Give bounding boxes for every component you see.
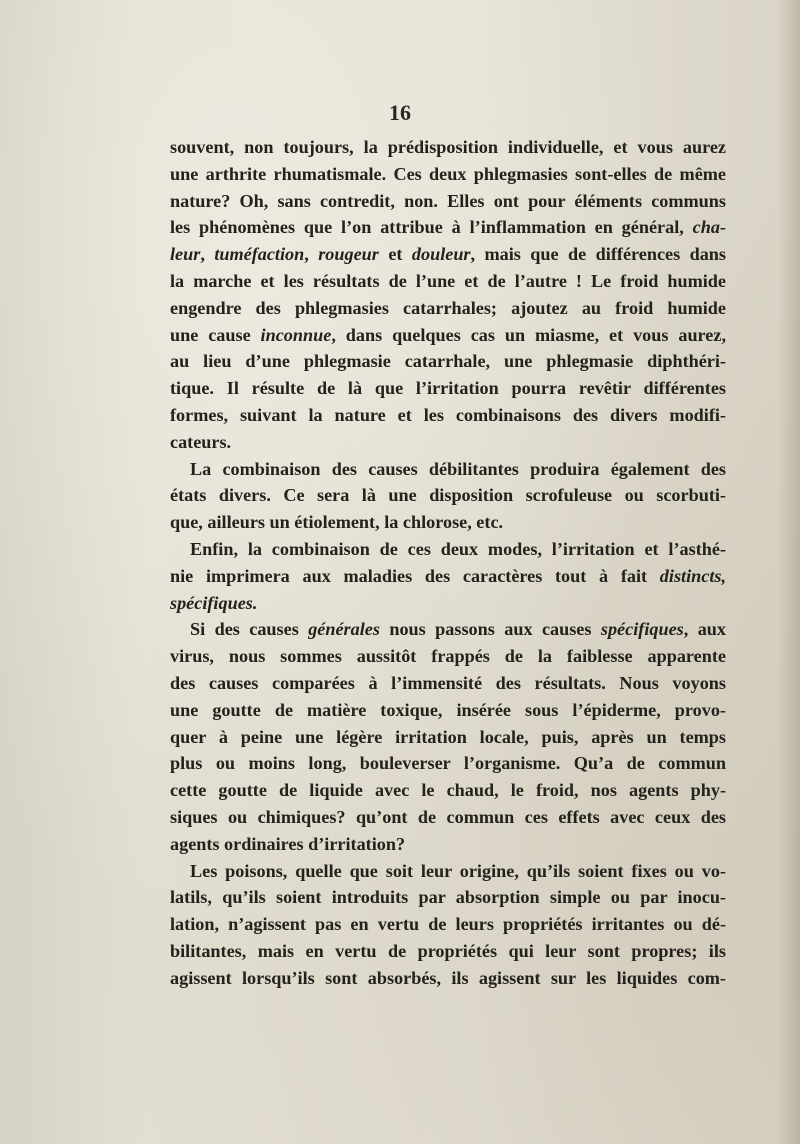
text-segment: cateurs. [170, 431, 232, 452]
text-line [170, 429, 726, 456]
text-line [170, 616, 726, 643]
text-line [170, 214, 726, 241]
text-segment: , aux [683, 619, 726, 640]
text-line [170, 482, 726, 509]
text-segment: au lieu d’une phlegmasie catarrhale, une phlegmasie diphthéri- [170, 351, 726, 372]
text-segment: souvent, non toujours, la prédisposition individuelle, et vous aurez [170, 137, 726, 157]
text-line [170, 724, 726, 751]
text-line [170, 322, 726, 349]
text-line [170, 134, 726, 161]
text-segment: nous passons aux causes [379, 619, 601, 640]
text-line [170, 402, 726, 429]
text-segment: des causes comparées à l’immensité des résultats. Nous voyons [170, 672, 726, 693]
text-line [170, 804, 726, 831]
text-segment: les phénomènes que l’on attribue à l’inflammation en général, [170, 217, 693, 238]
text-line [170, 456, 726, 483]
italic-text: inconnue [260, 324, 332, 345]
text-segment: bilitantes, mais en vertu de propriétés qui leur sont propres; ils [170, 940, 726, 961]
page-edge-shadow [778, 0, 800, 1144]
text-line [170, 750, 726, 777]
text-line [170, 643, 726, 670]
text-line [170, 697, 726, 724]
text-segment: La combinaison des causes débilitantes produira également des [190, 458, 726, 479]
text-line [170, 831, 726, 858]
text-line [170, 884, 726, 911]
text-segment: nature? Oh, sans contredit, non. Elles ont pour éléments communs [170, 190, 726, 211]
text-segment: lation, n’agissent pas en vertu de leurs propriétés irritantes ou dé- [170, 914, 726, 935]
text-line [170, 777, 726, 804]
text-segment: , dans quelques cas un miasme, et vous aurez, [331, 324, 726, 345]
text-line [170, 241, 726, 268]
text-line [170, 858, 726, 885]
text-line [170, 536, 726, 563]
italic-text: générales [308, 619, 380, 640]
text-line [170, 348, 726, 375]
italic-text: tuméfaction [214, 244, 305, 265]
text-segment: une goutte de matière toxique, insérée sous l’épiderme, provo- [170, 699, 726, 720]
text-segment: Si des causes [190, 619, 309, 640]
text-segment: que, ailleurs un étiolement, la chlorose, etc. [170, 512, 504, 533]
text-segment: une arthrite rhumatismale. Ces deux phlegmasies sont-elles de même [170, 163, 726, 184]
text-segment: nie imprimera aux maladies des caractères tout à fait [170, 565, 660, 586]
text-segment: la marche et les résultats de l’une et de l’autre ! Le froid humide [170, 270, 726, 291]
text-segment: états divers. Ce sera là une disposition scrofuleuse ou scorbuti- [170, 485, 726, 506]
text-segment: et [378, 244, 412, 265]
text-segment: engendre des phlegmasies catarrhales; ajoutez au froid humide [170, 297, 726, 318]
italic-text: spécifiques. [170, 592, 258, 613]
text-line [170, 911, 726, 938]
italic-text: rougeur [318, 244, 379, 265]
text-segment: plus ou moins long, bouleverser l’organisme. Qu’a de commun [170, 753, 726, 774]
italic-text: spécifiques [600, 619, 684, 640]
text-segment: latils, qu’ils soient introduits par absorption simple ou par inocu- [170, 887, 726, 908]
page-number: 16 [389, 100, 411, 125]
text-segment: Les poisons, quelle que soit leur origine, qu’ils soient fixes ou vo- [190, 860, 726, 881]
text-line [170, 188, 726, 215]
text-segment: , [304, 244, 319, 265]
italic-text: leur [170, 244, 201, 265]
text-segment: agents ordinaires d’irritation? [170, 833, 406, 854]
italic-text: distincts, [659, 565, 726, 586]
text-line [170, 590, 726, 617]
text-line [170, 161, 726, 188]
text-line [170, 509, 726, 536]
text-line [170, 268, 726, 295]
text-segment: quer à peine une légère irritation locale, puis, après un temps [170, 726, 726, 747]
text-segment: tique. Il résulte de là que l’irritation pourra revêtir différentes [170, 378, 726, 399]
text-line [170, 295, 726, 322]
text-line [170, 375, 726, 402]
text-line [170, 563, 726, 590]
text-segment: virus, nous sommes aussitôt frappés de la faiblesse apparente [170, 646, 726, 667]
text-segment: formes, suivant la nature et les combinaisons des divers modifi- [170, 404, 726, 425]
text-line [170, 938, 726, 965]
italic-text: cha- [692, 217, 726, 238]
text-segment: , mais que de différences dans [470, 244, 726, 265]
body-text [170, 134, 726, 992]
text-line [170, 670, 726, 697]
text-segment: cette goutte de liquide avec le chaud, le froid, nos agents phy- [170, 780, 726, 801]
text-line [170, 965, 726, 992]
italic-text: douleur [411, 244, 471, 265]
text-segment: siques ou chimiques? qu’ont de commun ces effets avec ceux des [170, 806, 726, 827]
text-segment: , [200, 244, 215, 265]
text-segment: Enfin, la combinaison de ces deux modes, l’irritation et l’asthé- [190, 538, 726, 559]
text-segment: une cause [170, 324, 261, 345]
text-segment: agissent lorsqu’ils sont absorbés, ils agissent sur les liquides com- [170, 967, 726, 988]
